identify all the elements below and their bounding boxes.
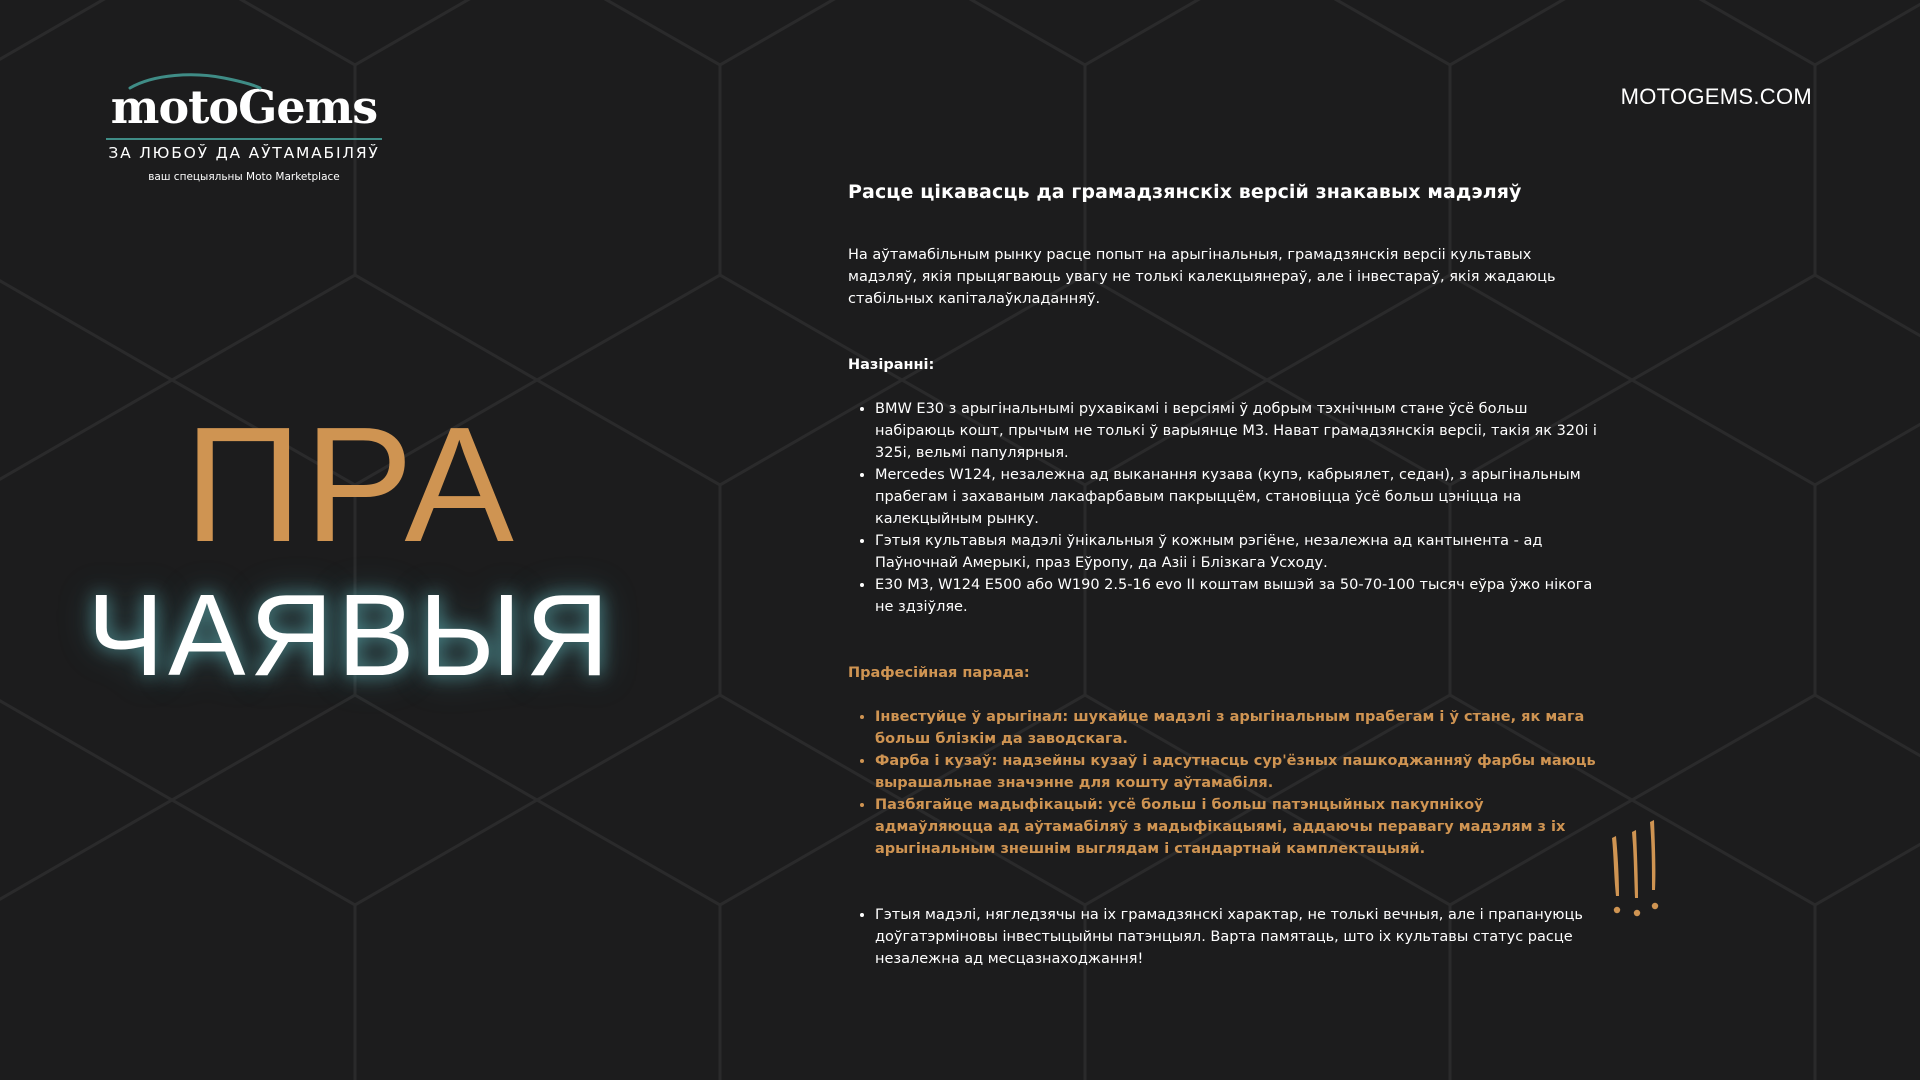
list-item: • Інвестуйце ў арыгінал: шукайце мадэлі з арыгінальным прабегам і ў стане, як мага больш блізкім да заводскага.	[875, 706, 1598, 750]
closing-list	[848, 904, 1598, 970]
list-item: • Mercedes W124, незалежна ад выканання кузава (купэ, кабрыялет, седан), з арыгінальным прабегам і захаваным лакафарбавым пакрыццём, становіцца ўсё больш цэніцца на калекцыйным рынку.	[875, 464, 1598, 530]
article-content	[848, 170, 1598, 970]
page-title-line-1: ПРА	[184, 393, 516, 576]
brand-logo[interactable]	[106, 70, 382, 186]
logo-subline: ваш спецыяльны Moto Marketplace	[148, 171, 340, 183]
article-heading: Расце цікавасць да грамадзянскіх версій знакавых мадэляў	[848, 181, 1522, 203]
list-item: • Фарба і кузаў: надзейны кузаў і адсутнасць сур'ёзных пашкоджанняў фарбы маюць вырашальнае значэнне для кошту аўтамабіля.	[875, 750, 1598, 794]
logo-divider	[106, 138, 382, 140]
site-url-link[interactable]: MOTOGEMS.COM	[1620, 84, 1812, 109]
list-item: • Гэтыя культавыя мадэлі ўнікальныя ў кожным рэгіёне, незалежна ад кантынента - ад Паўночнай Амерыкі, праз Еўропу, да Азіі і Блізкага Усходу.	[875, 530, 1598, 574]
page-title-line-2: ЧАЯВЫЯ	[86, 570, 614, 700]
advice-list	[848, 706, 1598, 860]
observations-list	[848, 398, 1598, 618]
exclamation-marks-icon	[1604, 818, 1666, 928]
logo-wordmark: motoGems	[110, 80, 378, 134]
list-item: • E30 M3, W124 E500 або W190 2.5-16 evo II коштам вышэй за 50-70-100 тысяч еўра ўжо нікога не здзіўляе.	[875, 574, 1598, 618]
list-item: • Пазбягайце мадыфікацый: усё больш і больш патэнцыйных пакупнікоў адмаўляюцца ад аўтамабіляў з мадыфікацыямі, аддаючы перавагу мадэлям з іх арыгінальным знешнім выглядам і стандартнай камплектацыяй.	[875, 794, 1598, 860]
list-item: • BMW E30 з арыгінальнымі рухавікамі і версіямі ў добрым тэхнічным стане ўсё больш набіраюць кошт, прычым не толькі ў варыянце M3. Нават грамадзянскія версіі, такія як 320i і 325i, вельмі папулярныя.	[875, 398, 1598, 464]
observations-label: Назіранні:	[848, 357, 935, 373]
advice-label: Прафесійная парада:	[848, 665, 1030, 681]
logo-slogan: ЗА ЛЮБОЎ ДА АЎТАМАБІЛЯЎ	[108, 144, 380, 162]
article-intro: На аўтамабільным рынку расце попыт на арыгінальныя, грамадзянскія версіі культавых мадэляў, якія прыцягваюць увагу не толькі калекцыянераў, але і інвестараў, якія жадаюць стабільных капіталаўкладанняў.	[848, 247, 1556, 307]
list-item: • Гэтыя мадэлі, нягледзячы на іх грамадзянскі характар, не толькі вечныя, але і прапануюць доўгатэрміновы інвестыцыйны патэнцыял. Варта памятаць, што іх культавы статус расце незалежна ад месцазнаходжання!	[875, 904, 1598, 970]
car-swoosh-icon	[124, 70, 264, 92]
